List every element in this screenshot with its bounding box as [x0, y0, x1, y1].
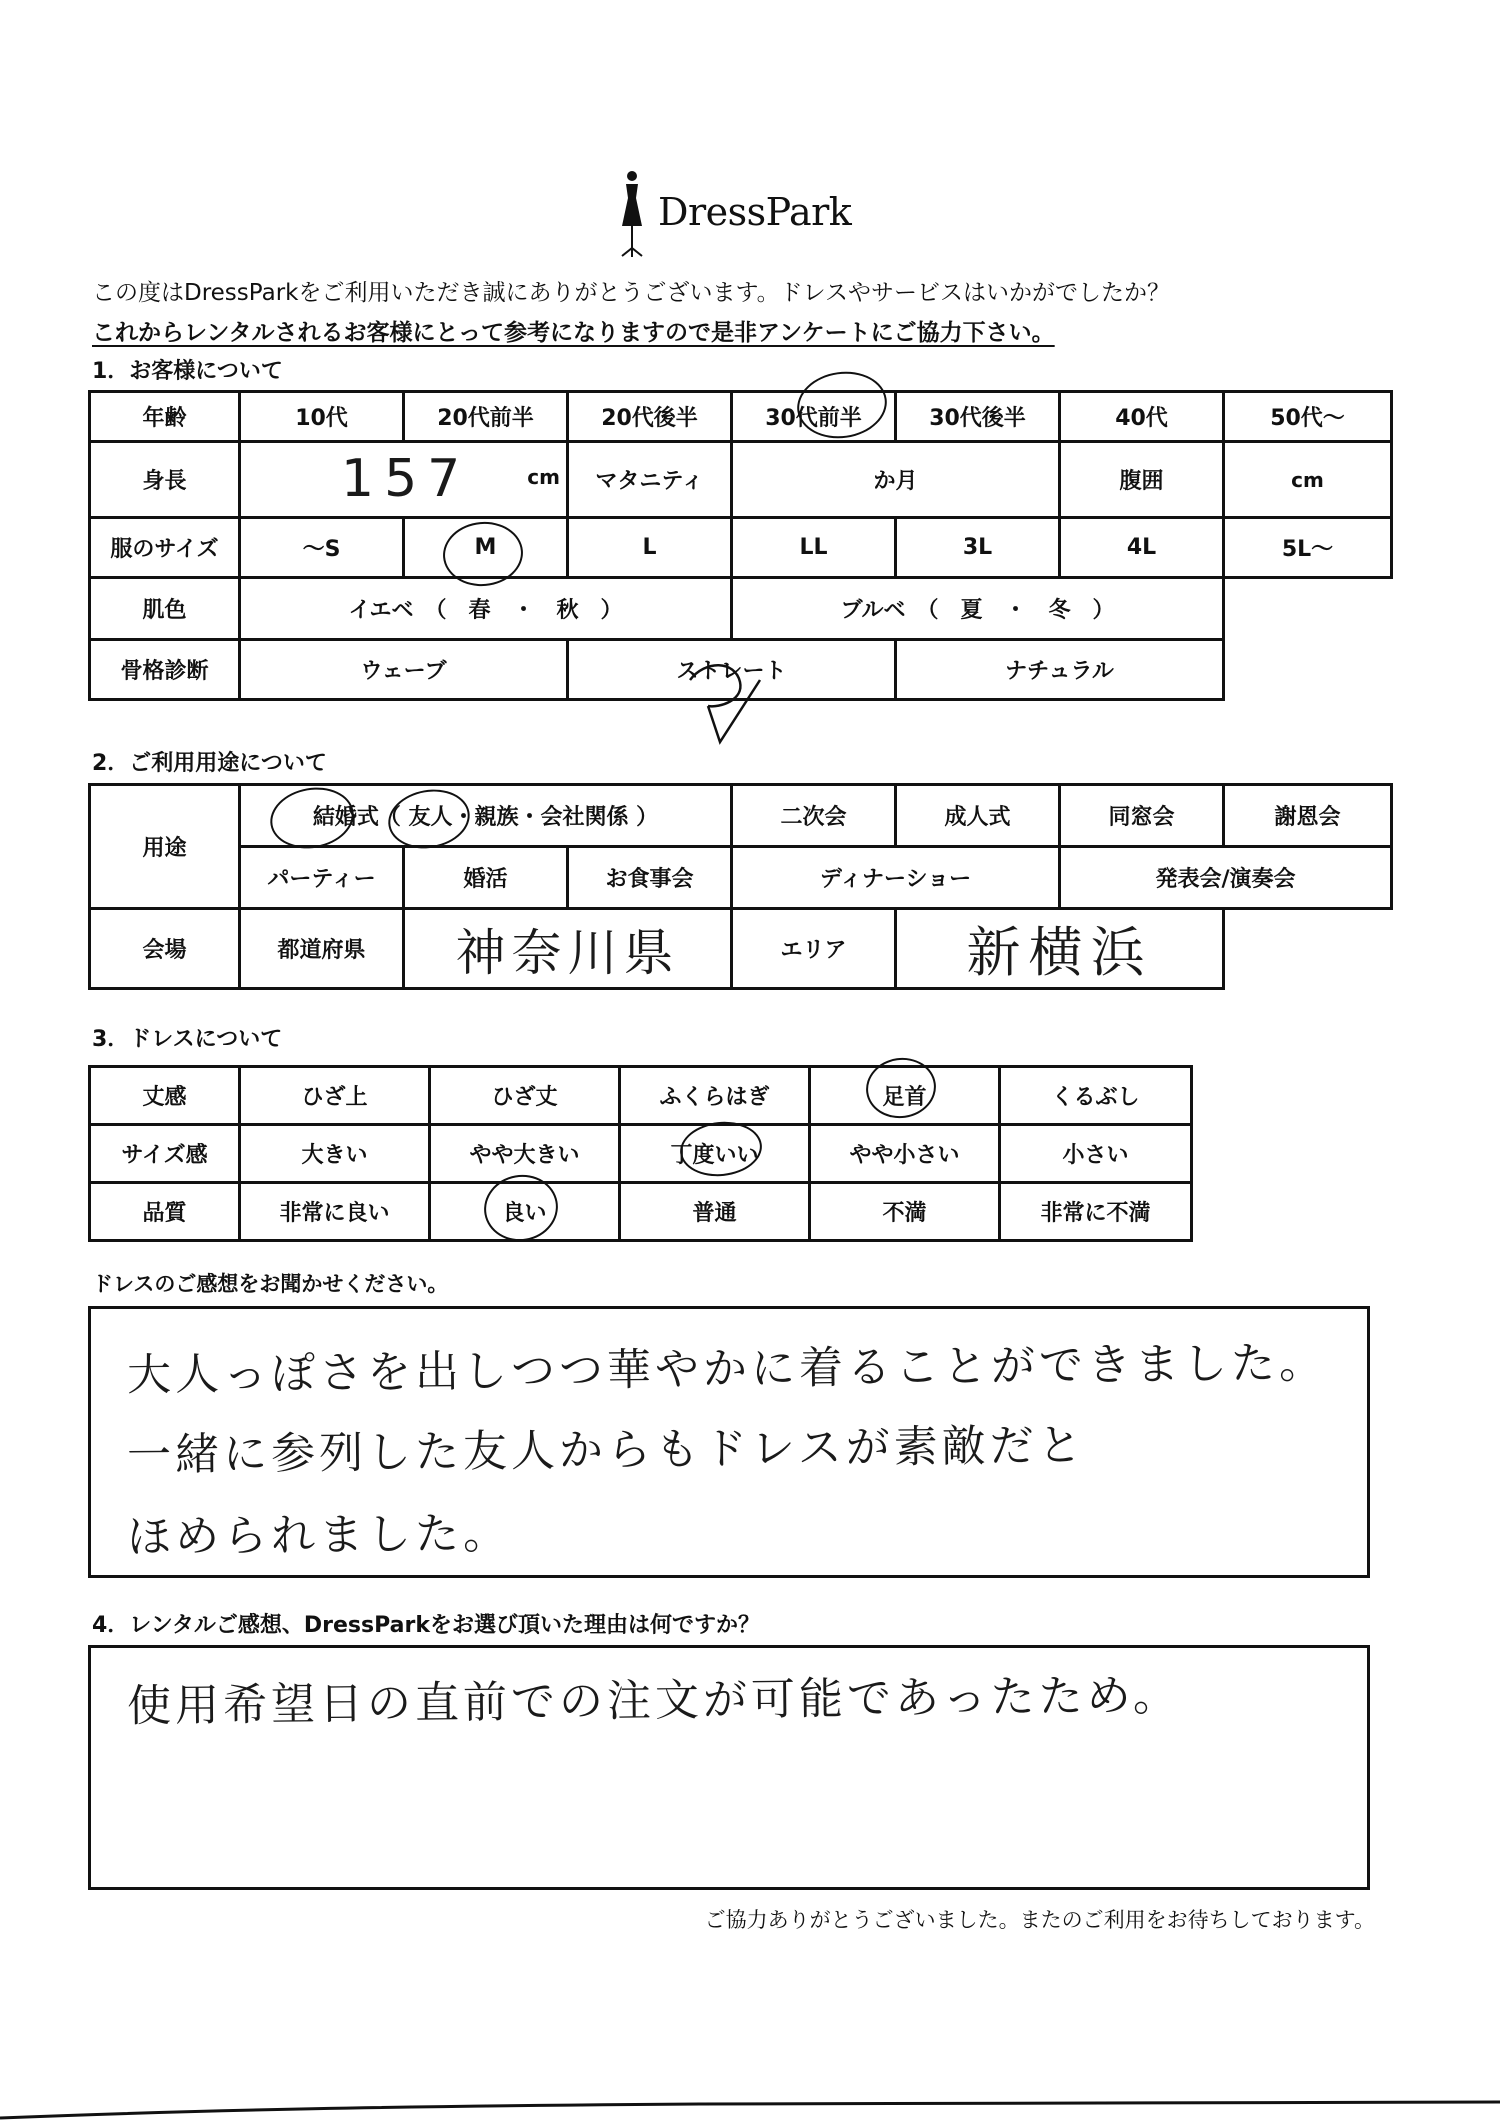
- venue-row: [90, 909, 1392, 989]
- size-option[interactable]: LL: [732, 518, 896, 578]
- impression-line: 大人っぽさを出しつつ華やかに着ることができました。: [126, 1337, 1328, 1401]
- age-option[interactable]: 30代後半: [896, 392, 1060, 442]
- size-option-selected[interactable]: M: [404, 518, 568, 578]
- purpose-wedding[interactable]: 結婚式（ 友人・親族・会社関係 ）: [240, 785, 732, 847]
- skin-blue[interactable]: ブルベ （ 夏 ・ 冬 ）: [732, 578, 1224, 640]
- quality-option[interactable]: 普通: [620, 1183, 810, 1241]
- height-unit: cm: [527, 465, 560, 489]
- purpose-label: 用途: [90, 785, 240, 909]
- length-option-selected[interactable]: 足首: [810, 1067, 1000, 1125]
- size-option[interactable]: 5L～: [1224, 518, 1392, 578]
- footer-thanks: ご協力ありがとうございました。またのご利用をお待ちしております。: [704, 1908, 1375, 1932]
- length-label: 丈感: [90, 1067, 240, 1125]
- reason-line: 使用希望日の直前での注文が可能であったため。: [126, 1669, 1182, 1732]
- age-option-selected[interactable]: 30代前半: [732, 392, 896, 442]
- quality-option[interactable]: 非常に良い: [240, 1183, 430, 1241]
- skin-label: 肌色: [90, 578, 240, 640]
- impression-line: 一緒に参列した友人からもドレスが素敵だと: [126, 1419, 1086, 1481]
- quality-label: 品質: [90, 1183, 240, 1241]
- maternity-months[interactable]: か月: [732, 442, 1060, 518]
- age-label: 年齢: [90, 392, 240, 442]
- age-row: [90, 392, 1392, 442]
- skeleton-label: 骨格診断: [90, 640, 240, 700]
- skin-row: [90, 578, 1392, 640]
- height-row: [90, 442, 1392, 518]
- skin-yellow[interactable]: イエベ （ 春 ・ 秋 ）: [240, 578, 732, 640]
- age-option[interactable]: 20代後半: [568, 392, 732, 442]
- dress-mannequin-icon: [612, 168, 652, 258]
- fit-row: [90, 1125, 1192, 1183]
- height-label: 身長: [90, 442, 240, 518]
- size-option[interactable]: L: [568, 518, 732, 578]
- size-option[interactable]: ～S: [240, 518, 404, 578]
- brand-name: DressPark: [658, 190, 852, 234]
- purpose-option[interactable]: 成人式: [896, 785, 1060, 847]
- fit-option[interactable]: 小さい: [1000, 1125, 1192, 1183]
- age-option[interactable]: 50代～: [1224, 392, 1392, 442]
- age-option[interactable]: 20代前半: [404, 392, 568, 442]
- area-label: エリア: [732, 909, 896, 989]
- size-label: 服のサイズ: [90, 518, 240, 578]
- skeleton-check-mark-icon: [660, 640, 770, 750]
- fit-option[interactable]: 大きい: [240, 1125, 430, 1183]
- dress-table: [88, 1065, 1193, 1242]
- scan-edge-artifact: [0, 2096, 1500, 2127]
- size-option[interactable]: 4L: [1060, 518, 1224, 578]
- age-option[interactable]: 40代: [1060, 392, 1224, 442]
- quality-row: [90, 1183, 1192, 1241]
- prefecture-value: 神奈川県: [455, 923, 680, 982]
- brand-logo: [612, 168, 892, 258]
- quality-option-selected[interactable]: 良い: [430, 1183, 620, 1241]
- length-option[interactable]: ひざ丈: [430, 1067, 620, 1125]
- skeleton-option-selected[interactable]: ストレート: [568, 640, 896, 700]
- height-cell[interactable]: [240, 442, 568, 518]
- impression-prompt: ドレスのご感想をお聞かせください。: [92, 1272, 449, 1296]
- intro-request: これからレンタルされるお客様にとって参考になりますので是非アンケートにご協力下さい。: [92, 320, 1055, 346]
- purpose-row-2: [90, 847, 1392, 909]
- impression-box[interactable]: [88, 1306, 1370, 1578]
- height-value: 157: [341, 449, 471, 509]
- size-option[interactable]: 3L: [896, 518, 1060, 578]
- section3-title: 3．ドレスについて: [92, 1027, 283, 1052]
- prefecture-label: 都道府県: [240, 909, 404, 989]
- fit-option[interactable]: やや大きい: [430, 1125, 620, 1183]
- size-row: [90, 518, 1392, 578]
- prefecture-field[interactable]: [404, 909, 732, 989]
- venue-label: 会場: [90, 909, 240, 989]
- age-option[interactable]: 10代: [240, 392, 404, 442]
- length-option[interactable]: ひざ上: [240, 1067, 430, 1125]
- fit-label: サイズ感: [90, 1125, 240, 1183]
- purpose-option[interactable]: 発表会/演奏会: [1060, 847, 1392, 909]
- fit-option[interactable]: やや小さい: [810, 1125, 1000, 1183]
- intro-thanks: この度はDressParkをご利用いただき誠にありがとうございます。ドレスやサービスはいかがでしたか？: [92, 280, 1170, 306]
- length-option[interactable]: ふくらはぎ: [620, 1067, 810, 1125]
- impression-line: ほめられました。: [126, 1507, 512, 1563]
- reason-box[interactable]: [88, 1645, 1370, 1890]
- section1-title: 1．お客様について: [92, 359, 283, 384]
- purpose-option[interactable]: 婚活: [404, 847, 568, 909]
- section2-title: 2．ご利用用途について: [92, 751, 327, 776]
- purpose-option[interactable]: お食事会: [568, 847, 732, 909]
- skeleton-option[interactable]: ナチュラル: [896, 640, 1224, 700]
- purpose-option[interactable]: 同窓会: [1060, 785, 1224, 847]
- purpose-option[interactable]: パーティー: [240, 847, 404, 909]
- purpose-option[interactable]: 二次会: [732, 785, 896, 847]
- maternity-label: マタニティ: [568, 442, 732, 518]
- length-row: [90, 1067, 1192, 1125]
- quality-option[interactable]: 不満: [810, 1183, 1000, 1241]
- skeleton-option[interactable]: ウェーブ: [240, 640, 568, 700]
- area-value: 新横浜: [966, 921, 1153, 984]
- length-option[interactable]: くるぶし: [1000, 1067, 1192, 1125]
- waist-unit[interactable]: cm: [1224, 442, 1392, 518]
- waist-label: 腹囲: [1060, 442, 1224, 518]
- area-field[interactable]: [896, 909, 1224, 989]
- purpose-option[interactable]: 謝恩会: [1224, 785, 1392, 847]
- fit-option-selected[interactable]: 丁度いい: [620, 1125, 810, 1183]
- quality-option[interactable]: 非常に不満: [1000, 1183, 1192, 1241]
- section4-title: 4．レンタルご感想、DressParkをお選び頂いた理由は何ですか？: [92, 1613, 760, 1638]
- purpose-option[interactable]: ディナーショー: [732, 847, 1060, 909]
